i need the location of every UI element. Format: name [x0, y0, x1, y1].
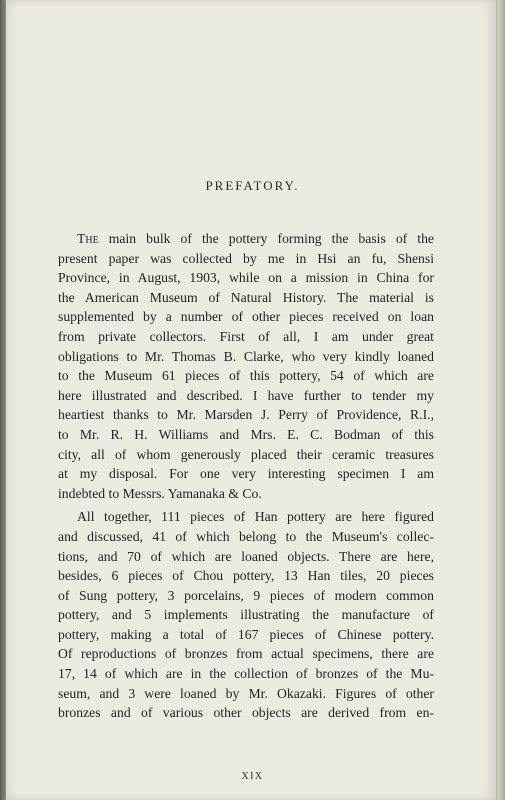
- body-text: [58, 229, 434, 723]
- text-line-content: main bulk of the pottery forming the basis of the: [108, 231, 435, 246]
- text-line: heartiest thanks to Mr. Marsden J. Perry of Providence, R.I.,: [58, 407, 434, 423]
- text-line: supplemented by a number of other pieces received on loan: [58, 309, 434, 325]
- text-line: obligations to Mr. Thomas B. Clarke, who very kindly loaned: [58, 348, 434, 364]
- lead-word: The: [77, 231, 99, 246]
- text-line: seum, and 3 were loaned by Mr. Okazaki. Figures of other: [58, 685, 434, 701]
- text-line: pottery, making a total of 167 pieces of Chinese pottery.: [58, 626, 434, 642]
- text-line: tions, and 70 of which are loaned objects. There are here,: [58, 548, 434, 564]
- paragraph-2: [58, 507, 434, 723]
- text-line: Of reproductions of bronzes from actual specimens, there are: [58, 646, 434, 662]
- text-line: from private collectors. First of all, I am under great: [58, 328, 434, 344]
- paragraph-1: [58, 229, 434, 503]
- text-line: pottery, and 5 implements illustrating the manufacture of: [58, 607, 434, 623]
- page-title: PREFATORY.: [205, 178, 300, 193]
- text-line: besides, 6 pieces of Chou pottery, 13 Han tiles, 20 pieces: [58, 568, 434, 584]
- text-line: of Sung pottery, 3 porcelains, 9 pieces of modern common: [58, 587, 434, 603]
- text-line: 17, 14 of which are in the collection of bronzes of the Mu-: [58, 666, 434, 682]
- text-line: bronzes and of various other objects are derived from en-: [58, 705, 434, 721]
- text-line: indebted to Messrs. Yamanaka & Co.: [58, 485, 262, 501]
- text-line: [58, 229, 434, 249]
- text-line: to Mr. R. H. Williams and Mrs. E. C. Bodman of this: [58, 426, 434, 442]
- text-line: present paper was collected by me in Hsi an fu, Shensi: [58, 250, 434, 266]
- text-line: Province, in August, 1903, while on a mission in China for: [58, 270, 434, 286]
- text-line: to the Museum 61 pieces of this pottery, 54 of which are: [58, 368, 434, 384]
- text-line: and discussed, 41 of which belong to the Museum's collec-: [58, 528, 434, 544]
- text-line: the American Museum of Natural History. The material is: [58, 289, 434, 305]
- page-number: XIX: [241, 771, 264, 782]
- text-line: city, all of whom generously placed their ceramic treasures: [58, 446, 434, 462]
- page-edge: [496, 0, 505, 800]
- text-line: here illustrated and described. I have further to tender my: [58, 387, 434, 403]
- text-line: at my disposal. For one very interesting specimen I am: [58, 466, 434, 482]
- text-line: All together, 111 pieces of Han pottery are here figured: [77, 509, 434, 525]
